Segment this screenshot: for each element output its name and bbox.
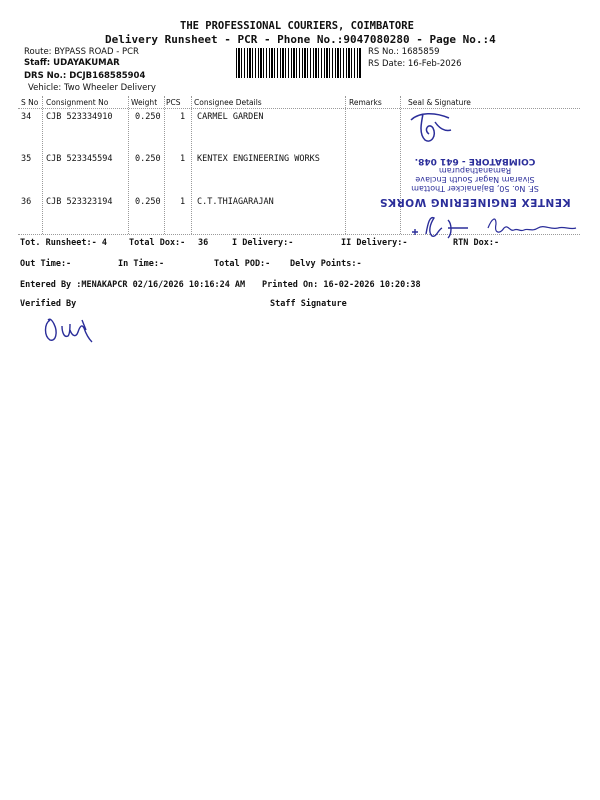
row-pcs: 1: [180, 197, 186, 207]
company-title: THE PROFESSIONAL COURIERS, COIMBATORE: [180, 20, 414, 32]
row-consignment: CJB 523334910: [46, 112, 113, 122]
tot-runsheet: Tot. Runsheet:- 4: [20, 238, 107, 248]
ii-delivery: II Delivery:-: [341, 238, 408, 248]
vehicle-label: Vehicle: Two Wheeler Delivery: [28, 83, 156, 93]
table-column-rule: [164, 96, 165, 234]
stamp-line: COIMBATORE - 641 048.: [414, 156, 536, 166]
i-delivery: I Delivery:-: [232, 238, 294, 248]
total-pod: Total POD:-: [214, 259, 271, 269]
col-sno: S No: [21, 98, 39, 107]
barcode: [236, 48, 362, 78]
col-consignee: Consignee Details: [194, 98, 262, 107]
stamp-line: Sivaram Nagar South Enclave: [415, 175, 535, 184]
col-seal-signature: Seal & Signature: [408, 98, 471, 107]
table-column-rule: [42, 96, 43, 234]
out-time: Out Time:-: [20, 259, 72, 269]
rs-number: RS No.: 1685859: [368, 47, 440, 57]
stamp-company: KENTEX ENGINEERING WORKS: [379, 196, 571, 208]
col-consignment: Consignment No: [46, 98, 109, 107]
staff-label: Staff: UDAYAKUMAR: [24, 58, 120, 68]
col-pcs: PCS: [166, 98, 181, 107]
row-consignee: CARMEL GARDEN: [197, 112, 264, 122]
signature-row-34: [405, 108, 455, 146]
total-dox-label: Total Dox:-: [129, 238, 186, 248]
col-weight: Weight: [131, 98, 158, 107]
table-column-rule: [345, 96, 346, 234]
in-time: In Time:-: [118, 259, 165, 269]
row-weight: 0.250: [135, 154, 161, 164]
row-pcs: 1: [180, 154, 186, 164]
rs-date: RS Date: 16-Feb-2026: [368, 59, 462, 69]
drs-number: DRS No.: DCJB168585904: [24, 71, 146, 81]
row-sno: 35: [21, 154, 32, 164]
runsheet-title: Delivery Runsheet - PCR - Phone No.:9047080280 - Page No.:4: [105, 33, 496, 46]
table-column-rule: [191, 96, 192, 234]
route-label: Route: BYPASS ROAD - PCR: [24, 47, 139, 57]
stamp-line: Ramanathapuram: [438, 166, 512, 175]
row-sno: 34: [21, 112, 32, 122]
row-consignee: C.T.THIAGARAJAN: [197, 197, 274, 207]
staff-signature: Staff Signature: [270, 299, 347, 309]
stamp-line: SF. No. 50, Bajanaicker Thottam: [411, 184, 539, 193]
company-stamp: [370, 148, 580, 208]
row-sno: 36: [21, 197, 32, 207]
row-weight: 0.250: [135, 112, 161, 122]
row-consignment: CJB 523345594: [46, 154, 113, 164]
verified-by: Verified By: [20, 299, 77, 309]
delvy-points: Delvy Points:-: [290, 259, 362, 269]
row-weight: 0.250: [135, 197, 161, 207]
printed-on: Printed On: 16-02-2026 10:20:38: [262, 280, 421, 290]
rtn-dox: RTN Dox:-: [453, 238, 500, 248]
col-remarks: Remarks: [349, 98, 382, 107]
row-consignment: CJB 523323194: [46, 197, 113, 207]
row-consignee: KENTEX ENGINEERING WORKS: [197, 154, 320, 164]
total-dox-value: 36: [198, 238, 209, 248]
table-rule: [18, 108, 580, 109]
verified-by-signature: [40, 312, 96, 346]
entered-by: Entered By :MENAKAPCR 02/16/2026 10:16:24 AM: [20, 280, 246, 290]
table-column-rule: [128, 96, 129, 234]
row-pcs: 1: [180, 112, 186, 122]
